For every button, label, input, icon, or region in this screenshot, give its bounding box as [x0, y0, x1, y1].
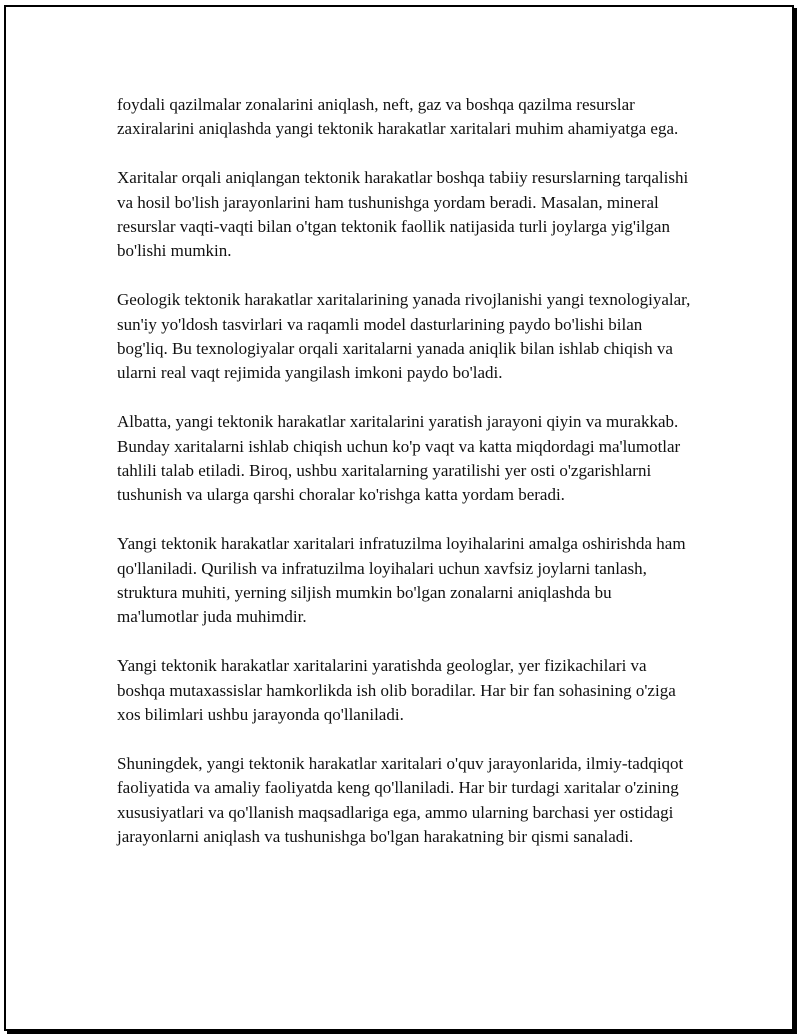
paragraph-3: Geologik tektonik harakatlar xaritalarining yanada rivojlanishi yangi texnologiyalar, sun'iy yo'ldosh tasvirlari va raqamli model dasturlarining paydo bo'lishi bilan bog'liq. Bu texnologiyalar orqali xaritalarni yanada aniqlik bilan ishlab chiqish va ularni real vaqt rejimida yangilash imkoni paydo bo'ladi.: [117, 290, 691, 383]
paragraph-5: Yangi tektonik harakatlar xaritalari infratuzilma loyihalarini amalga oshirishda ham qo'llaniladi. Qurilish va infratuzilma loyihalari uchun xavfsiz joylarni tanlash, struktura muhiti, yerning siljish mumkin bo'lgan zonalarni aniqlashda bu ma'lumotlar juda muhimdir.: [117, 534, 686, 627]
paragraph-1: foydali qazilmalar zonalarini aniqlash, neft, gaz va boshqa qazilma resurslar zaxiralarini aniqlashda yangi tektonik harakatlar xaritalari muhim ahamiyatga ega.: [117, 95, 679, 139]
document-body: [117, 93, 697, 874]
paragraph-2: Xaritalar orqali aniqlangan tektonik harakatlar boshqa tabiiy resurslarning tarqalishi va hosil bo'lish jarayonlarini ham tushunishga yordam beradi. Masalan, mineral resurslar vaqti-vaqti bilan o'tgan tektonik faollik natijasida turli joylarga yig'ilgan bo'lishi mumkin.: [117, 168, 689, 261]
paragraph-6: Yangi tektonik harakatlar xaritalarini yaratishda geologlar, yer fizikachilari va boshqa mutaxassislar hamkorlikda ish olib boradilar. Har bir fan sohasining o'ziga xos bilimlari ushbu jarayonda qo'llaniladi.: [117, 656, 676, 725]
paragraph-4: Albatta, yangi tektonik harakatlar xaritalarini yaratish jarayoni qiyin va murakkab. Bunday xaritalarni ishlab chiqish uchun ko'p vaqt va katta miqdordagi ma'lumotlar tahlili talab etiladi. Biroq, ushbu xaritalarning yaratilishi yer osti o'zgarishlarni tushunish va ularga qarshi choralar ko'rishga katta yordam beradi.: [117, 412, 681, 505]
paragraph-7: Shuningdek, yangi tektonik harakatlar xaritalari o'quv jarayonlarida, ilmiy-tadqiqot faoliyatida va amaliy faoliyatda keng qo'llaniladi. Har bir turdagi xaritalar o'zining xususiyatlari va qo'llanish maqsadlariga ega, ammo ularning barchasi yer ostidagi jarayonlarni aniqlash va tushunishga bo'lgan harakatning bir qismi sanaladi.: [117, 753, 684, 847]
